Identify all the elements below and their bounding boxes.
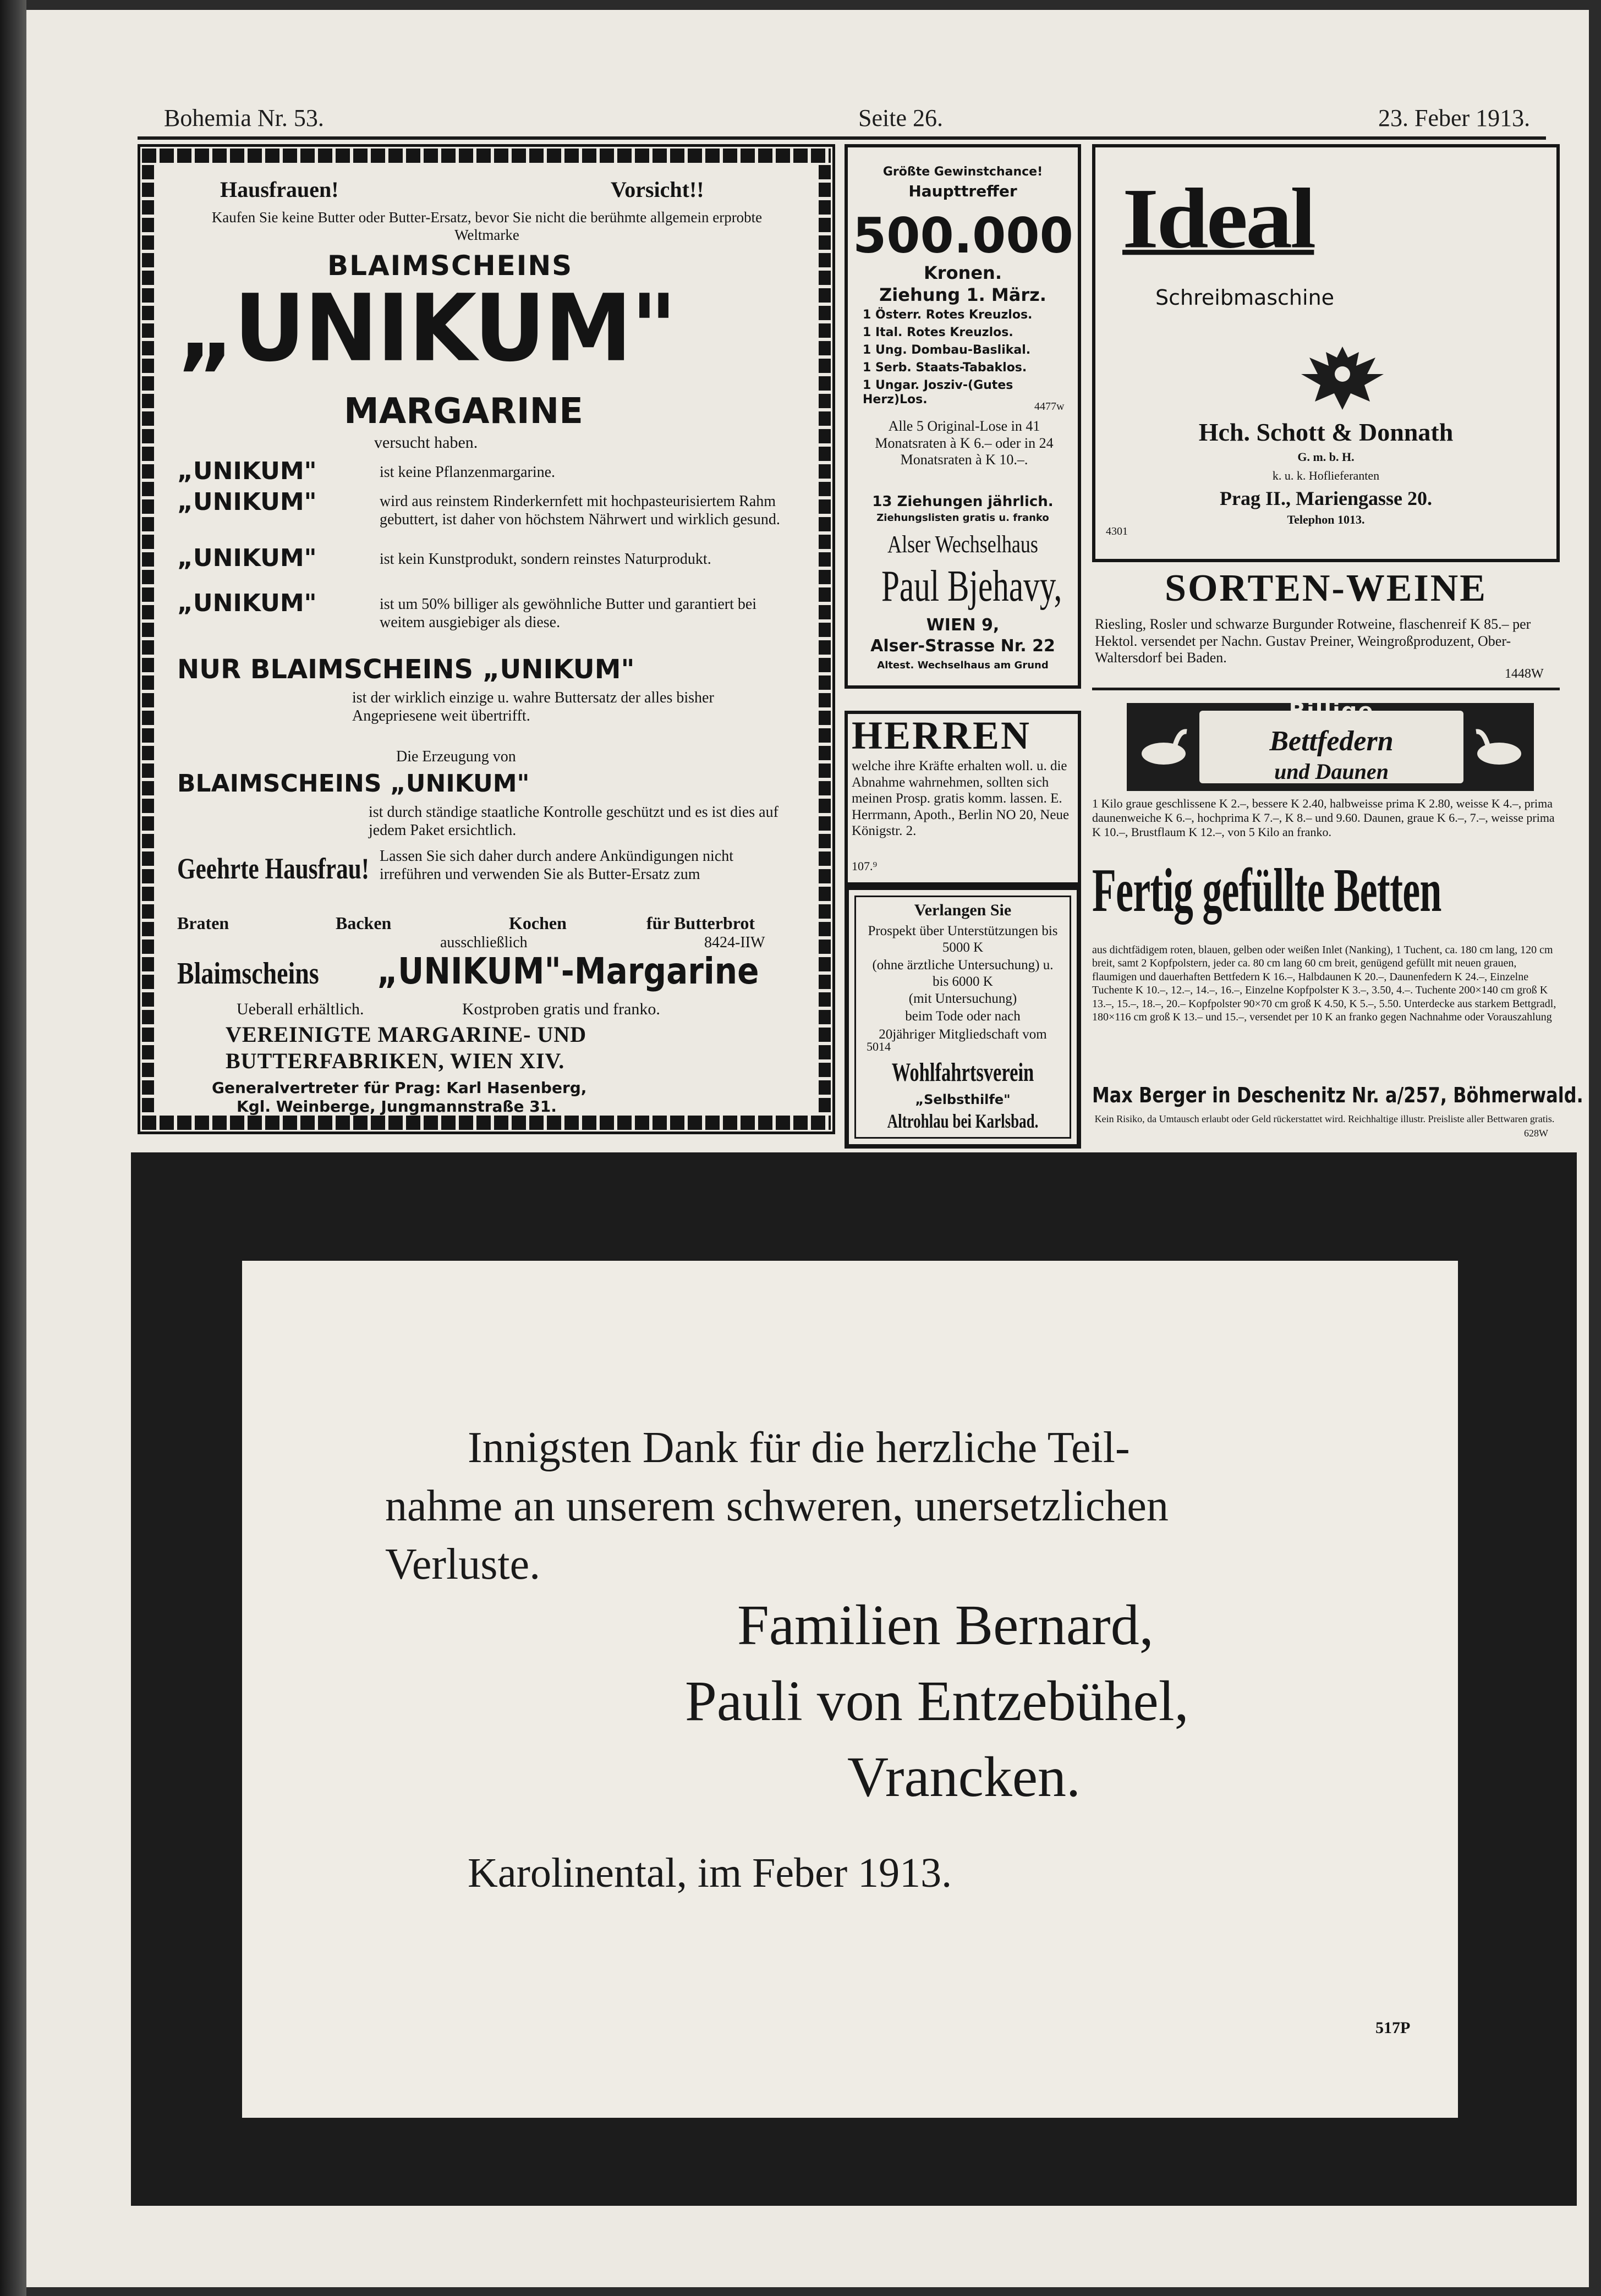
- unikum-code: 8424-IIW: [704, 934, 765, 951]
- unikum-top-border: [142, 149, 831, 163]
- unikum-claim-text: ist keine Pflanzenmargarine.: [380, 464, 556, 481]
- unikum-vorsicht: Vorsicht!!: [611, 177, 704, 202]
- mourning-place-date: Karolinental, im Feber 1913.: [468, 1850, 952, 1896]
- mourning-line-3: Verluste.: [385, 1540, 541, 1589]
- betten-code: 628W: [1524, 1128, 1548, 1139]
- unikum-claim-text: wird aus reinstem Rinderkernfett mit hochpasteurisiertem Rahm gebuttert, ist daher von höchstem Nährwert und wirklich gesund.: [380, 493, 780, 529]
- lotto-alle: Alle 5 Original-Lose in 41 Monatsraten à K 6.– oder in 24 Monatsraten à K 10.–.: [875, 418, 1054, 468]
- unikum-bottom-border: [142, 1116, 831, 1130]
- verein-line: Verlangen Sie: [914, 901, 1012, 919]
- unikum-final-brand-b: „UNIKUM"-Margarine: [377, 950, 759, 992]
- lotto-name: Paul Bjehavy,: [881, 562, 1062, 611]
- unikum-intro: Kaufen Sie keine Butter oder Butter-Ersatz, bevor Sie nicht die berühmte allgemein erprobte Weltmarke: [211, 209, 763, 243]
- lotto-ziehung: Ziehung 1. März.: [879, 284, 1046, 305]
- unikum-ueberall: Ueberall erhältlich.: [237, 1000, 364, 1018]
- lotto-listen: Ziehungslisten gratis u. franko: [876, 512, 1049, 524]
- unikum-final-brand-a: Blaimscheins: [177, 957, 319, 991]
- lotto-los: 1 Ital. Rotes Kreuzlos.: [863, 326, 1013, 339]
- double-eagle-crest-icon: [1298, 341, 1386, 413]
- unikum-blaimscheins-2: BLAIMSCHEINS „UNIKUM": [177, 770, 530, 798]
- unikum-brand-headline: „UNIKUM": [177, 274, 676, 382]
- ideal-telephone: Telephon 1013.: [1287, 513, 1365, 526]
- betten-banner-billige: Billige: [1289, 699, 1374, 724]
- herren-title: HERREN: [852, 713, 1032, 757]
- unikum-generalvertreter-1: Generalvertreter für Prag: Karl Hasenberg,: [212, 1079, 587, 1097]
- ideal-hof: k. u. k. Hoflieferanten: [1272, 469, 1380, 482]
- mourning-family-3: Vrancken.: [847, 1745, 1081, 1809]
- verein-line: (ohne ärztliche Untersuchung) u. bis 6000 K: [872, 958, 1054, 989]
- unikum-geehrte-hausfrau: Geehrte Hausfrau!: [177, 852, 370, 885]
- weine-text: Riesling, Rosler und schwarze Burgunder Rotweine, flaschenreif K 85.– per Hektol. versendet per Nachn. Gustav Preiner, Weingroßproduzent, Ober-Waltersdorf bei Baden.: [1095, 616, 1531, 666]
- lotto-los: 1 Serb. Staats-Tabaklos.: [863, 361, 1027, 375]
- unikum-hausfrauen: Hausfrauen!: [220, 177, 339, 202]
- betten-banner-bettfedern: Bettfedern: [1269, 726, 1394, 757]
- unikum-right-border: [819, 165, 831, 1114]
- weine-rule: [1092, 688, 1560, 690]
- lotto-kronen: Kronen.: [924, 262, 1002, 283]
- unikum-use-kochen: Kochen: [509, 913, 567, 933]
- verein-ort: Altrohlau bei Karlsbad.: [887, 1110, 1039, 1132]
- ideal-firm: Hch. Schott & Donnath: [1198, 418, 1454, 446]
- page-header-center: Seite 26.: [858, 105, 943, 131]
- ideal-code: 4301: [1106, 525, 1128, 537]
- lotto-los: 1 Österr. Rotes Kreuzlos.: [863, 308, 1033, 322]
- unikum-margarine: MARGARINE: [344, 391, 583, 432]
- verein-line: beim Tode oder nach: [905, 1009, 1021, 1024]
- lotto-strasse: Alser-Strasse Nr. 22: [870, 636, 1055, 656]
- goose-icon: [1472, 725, 1527, 769]
- lotto-wien: WIEN 9,: [926, 616, 1000, 635]
- unikum-left-border: [142, 165, 154, 1114]
- lotto-haupttreffer: Haupttreffer: [908, 182, 1017, 200]
- verein-line: (mit Untersuchung): [908, 991, 1017, 1006]
- unikum-kontrolle: ist durch ständige staatliche Kontrolle geschützt und es ist dies auf jedem Paket ersichtlich.: [369, 804, 778, 839]
- page-header-right: 23. Feber 1913.: [1378, 105, 1531, 131]
- unikum-nur-blaimscheins: NUR BLAIMSCHEINS „UNIKUM": [177, 654, 635, 685]
- unikum-vereinigte-2: BUTTERFABRIKEN, WIEN XIV.: [226, 1048, 565, 1073]
- unikum-claim-label: „UNIKUM": [177, 589, 317, 617]
- ideal-logo: Ideal: [1122, 171, 1314, 266]
- ideal-gmbh: G. m. b. H.: [1297, 450, 1355, 464]
- mourning-line-1: Innigsten Dank für die herzliche Teil-: [468, 1424, 1130, 1472]
- unikum-use-backen: Backen: [336, 913, 392, 933]
- mourning-line-2: nahme an unserem schweren, unersetzlichen: [385, 1482, 1169, 1530]
- betten-kein-risiko: Kein Risiko, da Umtausch erlaubt oder Geld rückerstattet wird. Reichhaltige illustr. Preisliste aller Bettwaren gratis.: [1094, 1113, 1555, 1124]
- unikum-lassen: Lassen Sie sich daher durch andere Ankündigungen nicht irreführen und verwenden Sie als Butter-Ersatz zum: [380, 848, 734, 883]
- weine-title: SORTEN-WEINE: [1165, 567, 1487, 609]
- unikum-versucht: versucht haben.: [374, 433, 478, 452]
- lotto-alser-wechselhaus: Alser Wechselhaus: [887, 531, 1038, 558]
- unikum-claim-label: „UNIKUM": [177, 457, 317, 485]
- book-spine: [0, 0, 26, 2296]
- unikum-ausschliesslich: ausschließlich: [440, 934, 528, 951]
- verein-line: 20jähriger Mitgliedschaft vom: [879, 1027, 1047, 1042]
- lotto-los: 1 Ungar. Josziv-(Gutes Herz)Los.: [863, 378, 1013, 407]
- unikum-generalvertreter-2: Kgl. Weinberge, Jungmannstraße 31.: [237, 1097, 557, 1116]
- unikum-vereinigte-1: VEREINIGTE MARGARINE- UND: [226, 1022, 587, 1047]
- unikum-blaimscheins: BLAIMSCHEINS: [327, 250, 573, 282]
- unikum-claim-text: ist kein Kunstprodukt, sondern reinstes Naturprodukt.: [380, 551, 711, 568]
- unikum-kostproben: Kostproben gratis und franko.: [462, 1000, 660, 1018]
- lotto-gewinstchance: Größte Gewinstchance!: [882, 165, 1043, 179]
- lotto-los: 1 Ung. Dombau-Baslikal.: [863, 343, 1031, 357]
- header-rule: [138, 136, 1546, 140]
- unikum-claim-label: „UNIKUM": [177, 488, 317, 516]
- betten-banner-daunen: und Daunen: [1274, 759, 1389, 784]
- lotto-altest: Altest. Wechselhaus am Grund: [877, 660, 1049, 671]
- verein-selbsthilfe: „Selbsthilfe": [915, 1092, 1011, 1107]
- ideal-address: Prag II., Mariengasse 20.: [1220, 487, 1432, 509]
- unikum-use-butterbrot: für Butterbrot: [646, 913, 755, 933]
- mourning-family-1: Familien Bernard,: [737, 1594, 1154, 1657]
- verein-name: Wohlfahrtsverein: [891, 1058, 1034, 1087]
- lotto-ziehungen: 13 Ziehungen jährlich.: [872, 493, 1054, 510]
- verein-line: Prospekt über Unterstützungen bis 5000 K: [868, 924, 1058, 955]
- unikum-claim-text: ist um 50% billiger als gewöhnliche Butter und garantiert bei weitem ausgiebiger als diese.: [380, 596, 757, 631]
- betten-prices: 1 Kilo graue geschlissene K 2.–, bessere K 2.40, halbweisse prima K 2.80, weisse K 4.–, prima daunenweiche K 6.–, hochprima K 7.–, K 8.– und 9.60. Daunen, graue K 6.–, 7.–, weisse prima K 10.–, Brustflaum K 12.–, von 5 Kilo an franko.: [1092, 797, 1555, 839]
- betten-headline: Fertig gefüllte Betten: [1092, 856, 1441, 925]
- betten-details: aus dichtfädigem roten, blauen, gelben oder weißen Inlet (Nanking), 1 Tuchent, ca. 180 cm lang, 120 cm breit, samt 2 Kopfpolstern, jeder ca. 80 cm lang 60 cm breit, genügend gefüllt mit neuen grauen, flaumigen und dauerhaften Bettfedern K 16.–, Halbdaunen K 20.–, Daunenfedern K 24.–, Einzelne Tuchente K 10.–, 12.–, 14.–, 16.–, Einzelne Kopfpolster K 3.–, 3.50, 4.–. Tuchente 200×140 cm groß K 13.–, 15.–, 18.–, 20.– Kopfpolster 90×70 cm groß K 4.50, K 5.–, 5.50. Unterdecke aus starkem Bettgradl, 180×116 cm groß K 13.– und 15.–, versendet per 10 K an franko gegen Nachnahme oder Vorauszahlung: [1092, 944, 1556, 1023]
- goose-icon: [1136, 725, 1191, 769]
- unikum-erzeugung: Die Erzeugung von: [396, 748, 516, 765]
- mourning-family-2: Pauli von Entzebühel,: [685, 1669, 1189, 1733]
- unikum-use-braten: Braten: [177, 913, 229, 933]
- unikum-claim-label: „UNIKUM": [177, 544, 317, 572]
- ideal-sub: Schreibmaschine: [1155, 285, 1335, 310]
- verein-code: 5014: [867, 1040, 891, 1053]
- lotto-amount: 500.000: [853, 207, 1073, 264]
- betten-berger: Max Berger in Deschenitz Nr. a/257, Böhmerwald.: [1092, 1083, 1583, 1107]
- lotto-code: 4477w: [1034, 400, 1065, 413]
- page-header-left: Bohemia Nr. 53.: [164, 105, 324, 131]
- unikum-nur-tail: ist der wirklich einzige u. wahre Buttersatz der alles bisher Angepriesene weit übertrifft.: [352, 689, 714, 725]
- weine-code: 1448W: [1505, 667, 1544, 681]
- mourning-code: 517P: [1375, 2019, 1411, 2037]
- herren-text: welche ihre Kräfte erhalten woll. u. die Abnahme wahrnehmen, sollten sich meinen Prosp. gratis komm. lassen. E. Herrmann, Apoth., Berlin NO 20, Neue Königstr. 2.: [852, 759, 1070, 838]
- herren-code: 107.⁹: [852, 859, 878, 873]
